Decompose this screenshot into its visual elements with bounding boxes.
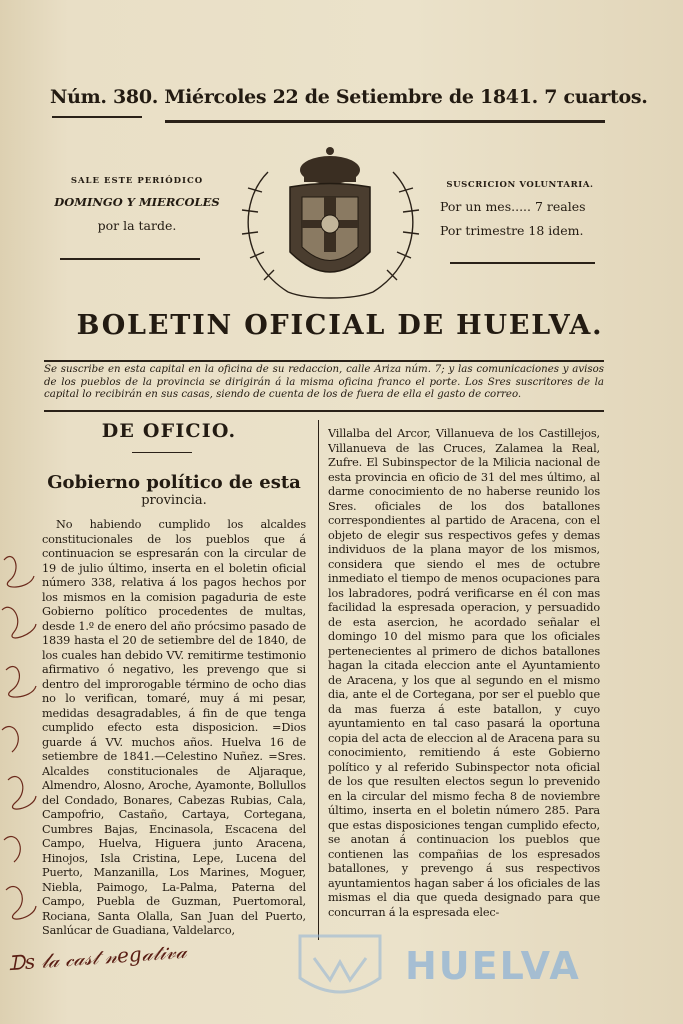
- title-rule-top: [44, 360, 604, 362]
- left-column: [42, 420, 306, 938]
- title-rule-bottom: [44, 410, 604, 412]
- masthead-rule-main: [165, 120, 605, 123]
- handwritten-signature-icon: ᗪs 𝓁𝒶 𝒸𝒶𝓈𝓉 𝓃𝑒𝑔𝒶𝓉𝒾𝓋𝒶: [7, 938, 188, 976]
- column-divider: [318, 420, 319, 940]
- right-column: [328, 427, 600, 997]
- schedule-rule: [60, 258, 200, 260]
- subscription-quarterly: Por trimestre 18 idem.: [440, 223, 584, 238]
- masthead-line: Núm. 380. Miércoles 22 de Setiembre de 1841. 7 cuartos.: [50, 86, 648, 108]
- article-subtitle: provincia.: [141, 493, 207, 509]
- handwritten-margin-notes-icon: [0, 540, 40, 960]
- section-rule: [132, 452, 192, 453]
- masthead-rule-left: [52, 116, 142, 118]
- subscription-box: [440, 180, 600, 238]
- watermark-text: HUELVA: [405, 944, 581, 988]
- article-title: Gobierno político de esta: [47, 472, 301, 494]
- schedule-line-3: por la tarde.: [97, 218, 177, 233]
- newspaper-title: BOLETIN OFICIAL DE HUELVA.: [76, 310, 604, 341]
- section-title: DE OFICIO.: [101, 420, 237, 442]
- schedule-line-1: SALE ESTE PERIÓDICO: [70, 176, 204, 186]
- schedule-line-2: DOMINGO Y MIERCOLES: [54, 195, 220, 209]
- subscription-rule: [450, 262, 595, 264]
- subscription-monthly: Por un mes..... 7 reales: [440, 199, 586, 214]
- left-column-text: No habiendo cumplido los alcaldes constitucionales de los pueblos que á continuacion se espresarán con la circular de 19 de julio último, inserta en el boletin oficial número 338, relativa á los pagos hechos por los mismos en la comision pagaduria de este Gobierno político procedentes de multas, desde 1.º de enero del año prócsimo pasado de 1839 hasta el 20 de setiembre del de 1840, de los cuales han debido VV. remitirme testimonio afirmativo ó negativo, les prevengo que si dentro del improrogable término de ocho dias no lo verifican, tomaré, muy á mi pesar, medidas desagradables, á fin de que tenga cumplido efecto esta disposicion. =Dios guarde á VV. muchos años. Huelva 16 de setiembre de 1841.—Celestino Nuñez. =Sres. Alcaldes constitucionales de Aljaraque, Almendro, Alosno, Aroche, Ayamonte, Bollullos del Condado, Bonares, Cabezas Rubias, Cala, Campofrio, Castaño, Cartaya, Cortegana, Cumbres Bajas, Encinasola, Escacena del Campo, Huelva, Higuera junto Aracena, Hinojos, Isla Cristina, Lepe, Lucena del Puerto, Manzanilla, Los Marines, Moguer, Niebla, Paimogo, La-Palma, Paterna del Campo, Puebla de Guzman, Puertomoral, Rociana, Santa Olalla, San Juan del Puerto, Sanlúcar de Guadiana, Valdelarco,: [42, 518, 306, 938]
- subscription-note: Se suscribe en esta capital en la oficina de su redaccion, calle Ariza núm. 7; y las comunicaciones y avisos de los pueblos de la provincia se dirigirán á la misma oficina franco el porte. Los Sres suscritores de la capital lo recibirán en sus casas, siendo de cuenta de los de fuera de ella el gasto de correo.: [44, 364, 604, 400]
- right-column-text: Villalba del Arcor, Villanueva de los Castillejos, Villanueva de las Cruces, Zalamea la Real, Zufre. El Subinspector de la Milicia nacional de esta provincia en oficio de 31 del mes último, al darme conocimiento de no haberse reunido los Sres. oficiales de los dos batallones correspondientes al partido de Aracena, con el objeto de elegir sus respectivos gefes y demas individuos de la plana mayor de los mismos, considera que siendo el mes de octubre inmediato el tiempo de menos ocupaciones para los labradores, podrá verificarse en él con mas facilidad la espresada operacion, y persuadido de esta asercion, he acordado señalar el domingo 10 del mismo para que los oficiales pertenecientes al primero de dichos batallones hagan la citada eleccion ante el Ayuntamiento de Aracena, y los que al segundo en el mismo dia, ante el de Cortegana, por ser el pueblo que da mas fuerza á este batallon, y cuyo ayuntamiento en tal caso pasará la oportuna copia del acta de eleccion al de Aracena para su conocimiento, remitiendo á este Gobierno político y al referido Subinspector nota oficial de los que resulten electos segun lo prevenido en la circular del mismo fecha 8 de noviembre último, inserta en el boletin número 285. Para que estas disposiciones tengan cumplido efecto, se anotan á continuacion los pueblos que contienen las compañias de los espresados batallones, y prevengo á sus respectivos ayuntamientos hagan saber á los oficiales de las mismas el dia que queda designado para que concurran á la espresada elec-: [328, 427, 600, 919]
- publication-schedule: [42, 176, 232, 233]
- royal-coat-of-arms-icon: [228, 142, 433, 307]
- subscription-heading: SUSCRICION VOLUNTARIA.: [446, 180, 594, 190]
